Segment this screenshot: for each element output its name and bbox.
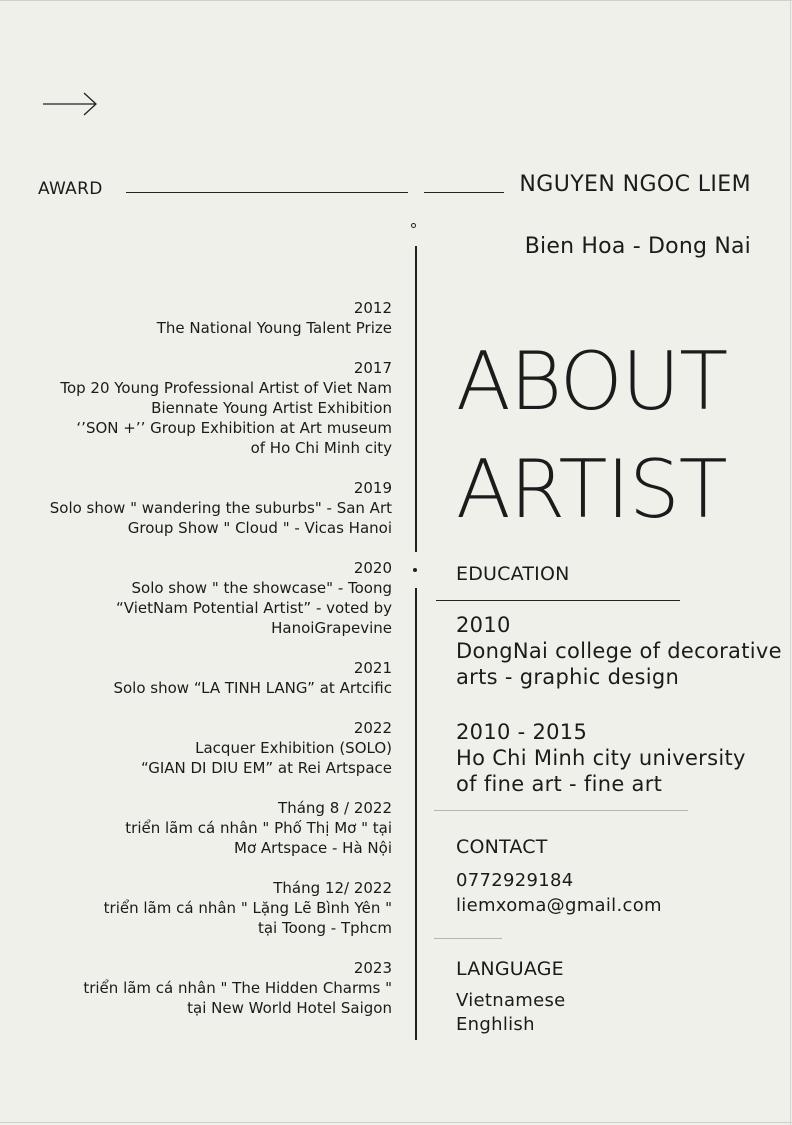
- award-description: HanoiGrapevine: [271, 619, 392, 637]
- award-entry: [32, 358, 392, 458]
- artist-name: NGUYEN NGOC LIEM: [519, 172, 751, 197]
- award-entry: [32, 658, 392, 698]
- contact-details: [456, 868, 662, 918]
- bottom-border: [0, 1122, 792, 1123]
- award-entry: [32, 298, 392, 338]
- award-entry: [32, 478, 392, 538]
- timeline-dot-top: [411, 223, 416, 228]
- award-description: Biennate Young Artist Exhibition: [151, 399, 392, 417]
- top-border: [0, 0, 792, 1]
- contact-email[interactable]: liemxoma@gmail.com: [456, 895, 662, 916]
- award-description: Solo show " the showcase" - Toong: [131, 579, 392, 597]
- right-border: [790, 0, 791, 1125]
- language-title: LANGUAGE: [456, 958, 564, 980]
- page-title-line2: ARTIST: [456, 443, 727, 536]
- education-major: arts - graphic design: [456, 665, 680, 689]
- award-year: Tháng 8 / 2022: [278, 799, 392, 817]
- award-entry: [32, 558, 392, 638]
- award-description: Solo show “LA TINH LANG” at Artcific: [113, 679, 392, 697]
- award-description: tại New World Hotel Saigon: [187, 999, 392, 1017]
- award-description: Group Show " Cloud " - Vicas Hanoi: [127, 519, 392, 537]
- page-title: [456, 328, 727, 544]
- timeline-line-lower: [415, 588, 417, 1040]
- awards-list: [32, 298, 392, 1038]
- contact-title: CONTACT: [456, 836, 548, 858]
- award-description: triển lãm cá nhân " The Hidden Charms ": [83, 979, 392, 997]
- award-entry: [32, 878, 392, 938]
- language-item: Enghlish: [456, 1014, 535, 1035]
- award-year: 2019: [353, 479, 392, 497]
- award-divider: [126, 192, 408, 193]
- award-description: of Ho Chi Minh city: [250, 439, 392, 457]
- award-description: triển lãm cá nhân " Phố Thị Mơ " tại: [125, 819, 392, 837]
- education-item: [456, 719, 746, 797]
- education-school: Ho Chi Minh city university: [456, 746, 746, 770]
- award-description: tại Toong - Tphcm: [257, 919, 392, 937]
- award-entry: [32, 798, 392, 858]
- education-title: EDUCATION: [456, 563, 570, 585]
- award-year: 2021: [353, 659, 392, 677]
- education-year: 2010: [456, 613, 511, 637]
- award-description: triển lãm cá nhân " Lặng Lẽ Bình Yên ": [103, 899, 392, 917]
- award-year: 2022: [353, 719, 392, 737]
- contact-divider: [434, 810, 688, 811]
- contact-phone[interactable]: 0772929184: [456, 870, 574, 891]
- award-year: 2020: [353, 559, 392, 577]
- award-entry: [32, 718, 392, 778]
- education-major: of fine art - fine art: [456, 772, 663, 796]
- award-description: ‘’SON +’’ Group Exhibition at Art museum: [76, 419, 392, 437]
- page-title-line1: ABOUT: [456, 335, 728, 428]
- education-school: DongNai college of decorative: [456, 639, 782, 663]
- arrow-right-icon: [42, 90, 98, 118]
- award-description: Top 20 Young Professional Artist of Viet Nam: [60, 379, 392, 397]
- name-divider: [424, 192, 504, 193]
- education-divider: [436, 600, 680, 601]
- timeline-line-upper: [415, 246, 417, 552]
- award-year: 2012: [353, 299, 392, 317]
- award-description: “VietNam Potential Artist” - voted by: [116, 599, 392, 617]
- award-section-title: AWARD: [38, 179, 103, 199]
- award-year: Tháng 12/ 2022: [273, 879, 392, 897]
- education-year: 2010 - 2015: [456, 720, 588, 744]
- award-description: The National Young Talent Prize: [156, 319, 392, 337]
- award-description: Mơ Artspace - Hà Nội: [234, 839, 392, 857]
- award-description: Lacquer Exhibition (SOLO): [195, 739, 392, 757]
- language-list: [456, 989, 566, 1037]
- timeline-dot-middle: [413, 568, 417, 572]
- award-description: Solo show " wandering the suburbs" - San Art: [49, 499, 392, 517]
- award-year: 2017: [353, 359, 392, 377]
- award-entry: [32, 958, 392, 1018]
- artist-location: Bien Hoa - Dong Nai: [524, 234, 751, 259]
- education-item: [456, 612, 782, 690]
- award-year: 2023: [353, 959, 392, 977]
- language-item: Vietnamese: [456, 990, 566, 1011]
- award-description: “GIAN DI DIU EM” at Rei Artspace: [140, 759, 392, 777]
- language-divider: [434, 938, 502, 939]
